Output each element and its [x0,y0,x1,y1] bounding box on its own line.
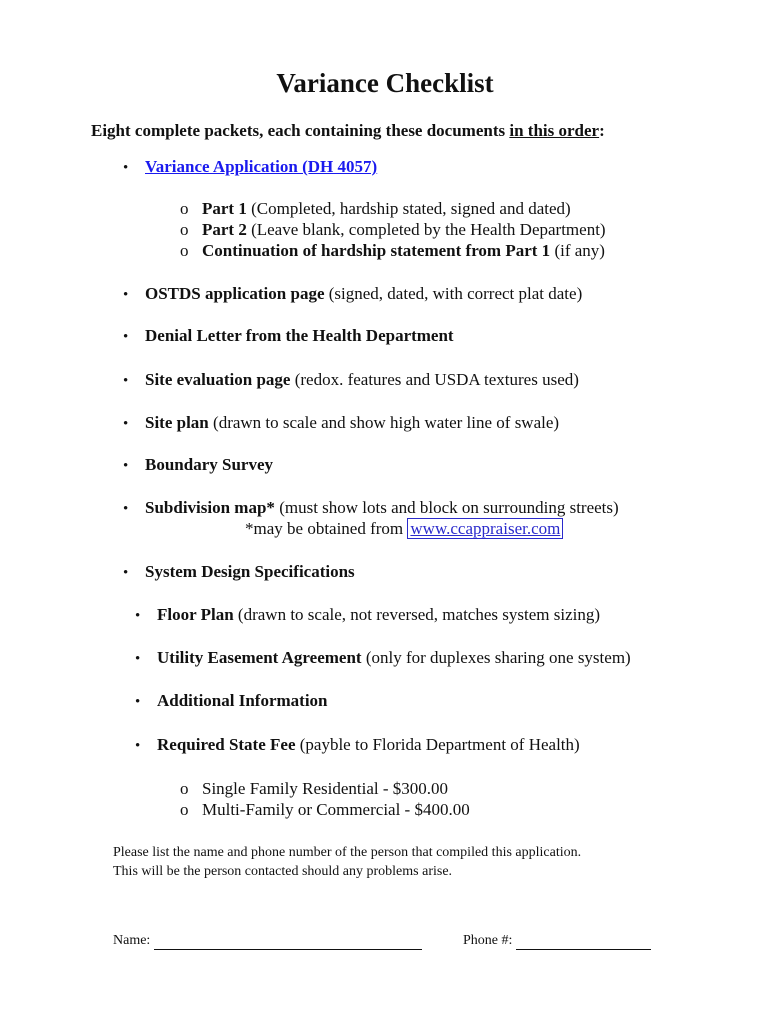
item-label: Boundary Survey [145,455,273,474]
circle-bullet-icon: o [180,779,189,798]
item-desc: (payble to Florida Department of Health) [295,735,580,754]
bullet-icon: • [123,373,129,389]
fee-text: Multi-Family or Commercial - $400.00 [202,800,470,819]
circle-bullet-icon: o [180,241,189,260]
part-desc: (Leave blank, completed by the Health Department) [246,220,606,239]
part-desc: (Completed, hardship stated, signed and dated) [246,199,571,218]
list-item [123,369,579,392]
fee-text: Single Family Residential - $300.00 [202,779,449,798]
item-label: OSTDS application page [145,284,325,303]
name-label: Name: [113,933,151,948]
phone-label: Phone #: [463,933,513,948]
bullet-icon: • [135,651,141,667]
phone-field [463,932,651,950]
list-item [123,454,273,477]
item-label: Site plan [145,413,209,432]
list-item [123,412,559,435]
part-label: Part 1 [202,199,247,218]
item-desc: (drawn to scale, not reversed, matches system sizing) [233,605,601,624]
item-desc: (signed, dated, with correct plat date) [324,284,583,303]
name-field [113,932,422,950]
list-item [123,283,582,306]
bullet-icon: • [123,458,129,474]
list-item-application [123,156,377,179]
item-label: Required State Fee [157,735,296,754]
note-line: This will be the person contacted should any problems arise. [113,864,453,879]
bullet-icon: • [135,694,141,710]
list-item [135,647,631,670]
item-label: Denial Letter from the Health Department [145,326,454,345]
sub-item-part-2 [180,219,606,240]
item-label: Floor Plan [157,605,234,624]
sub-item-part-1 [180,198,571,219]
circle-bullet-icon: o [180,220,189,239]
bullet-icon: • [123,329,129,345]
fee-item [180,778,448,799]
bullet-icon: • [123,287,129,303]
phone-input-line[interactable] [516,937,651,950]
intro-text [91,120,605,142]
item-label: Site evaluation page [145,370,291,389]
variance-application-link[interactable]: Variance Application (DH 4057) [145,157,378,176]
part-desc: (if any) [550,241,605,260]
item-label: Utility Easement Agreement [157,648,362,667]
sub-item-part-3 [180,240,605,261]
subdivision-note-text: *may be obtained from [245,519,408,538]
bullet-icon: • [135,608,141,624]
bullet-icon: • [135,738,141,754]
ccappraiser-link[interactable]: www.ccappraiser.com [407,518,563,539]
bullet-icon: • [123,565,129,581]
part-label: Part 2 [202,220,247,239]
intro-before: Eight complete packets, each containing these documents [91,121,510,140]
intro-after: : [599,121,605,140]
bullet-icon: • [123,501,129,517]
list-item [123,325,454,348]
contact-note [113,843,581,881]
list-item [123,497,619,520]
list-item [135,604,600,627]
list-item [135,690,328,713]
item-label: System Design Specifications [145,562,355,581]
item-desc: (drawn to scale and show high water line of swale) [208,413,560,432]
note-line: Please list the name and phone number of the person that compiled this application. [113,845,582,860]
subdivision-note [245,518,563,540]
fee-item [180,799,470,820]
name-input-line[interactable] [154,937,422,950]
intro-underlined: in this order [509,121,600,140]
item-desc: (must show lots and block on surrounding streets) [274,498,619,517]
list-item-design [123,561,355,584]
part-label: Continuation of hardship statement from Part 1 [202,241,551,260]
bullet-icon: • [123,416,129,432]
list-item [135,734,580,757]
circle-bullet-icon: o [180,199,189,218]
bullet-icon: • [123,160,129,176]
circle-bullet-icon: o [180,800,189,819]
item-desc: (redox. features and USDA textures used) [290,370,579,389]
item-label: Additional Information [157,691,328,710]
item-label: Subdivision map* [145,498,275,517]
item-desc: (only for duplexes sharing one system) [361,648,631,667]
page-title: Variance Checklist [276,68,494,98]
